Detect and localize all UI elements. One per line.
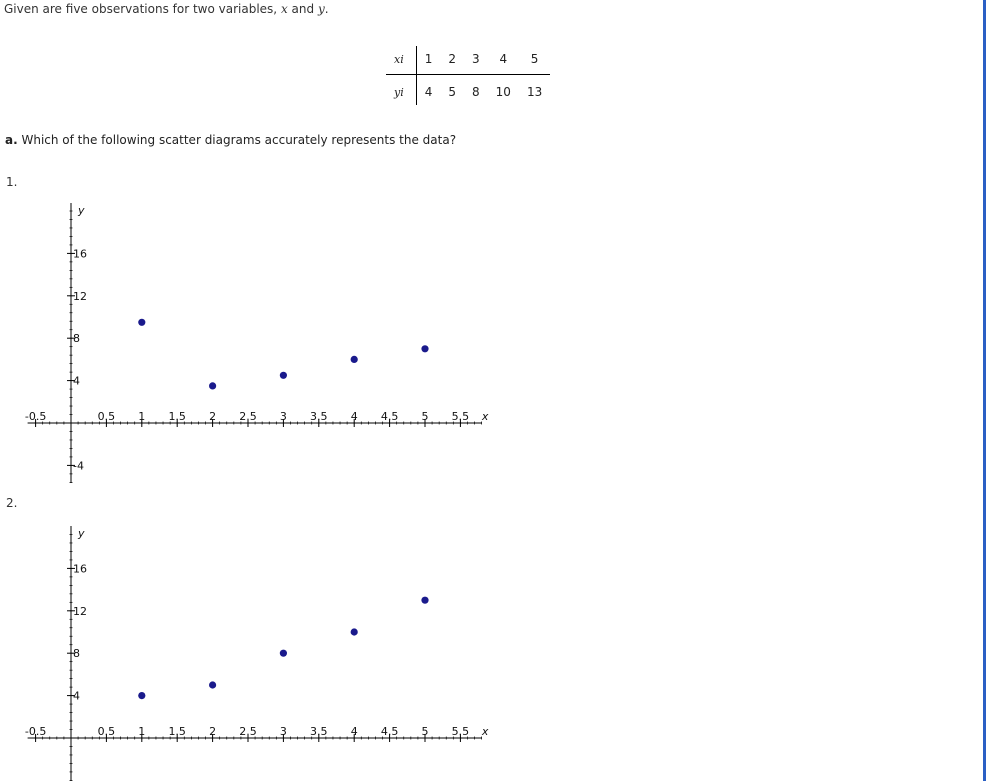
x-tick-label: 1 [138, 725, 146, 738]
y-tick-label: 8 [73, 332, 80, 346]
data-point [421, 597, 428, 604]
scatter-plot-option-2[interactable] [0, 518, 520, 781]
y-tick-label: 16 [73, 247, 87, 261]
var-x: x [280, 2, 288, 16]
x-tick-label: 1 [138, 410, 146, 423]
x-tick-label: 2.5 [239, 725, 257, 738]
x-tick-label: 5 [421, 725, 429, 738]
x-tick-label: 4.5 [380, 725, 399, 738]
y-tick-label: 4 [73, 374, 80, 388]
x-header: xi [386, 46, 416, 75]
x-tick-label: 3 [279, 410, 287, 423]
y-cell: 13 [526, 85, 543, 99]
data-point [138, 319, 145, 326]
data-point [351, 356, 358, 363]
x-row [386, 46, 550, 75]
y-tick-label: 8 [73, 647, 80, 661]
option-1-label[interactable]: 1. [6, 175, 18, 189]
scatter-plot-option-1[interactable] [0, 195, 520, 495]
y-header: yi [386, 75, 416, 106]
data-point [421, 345, 428, 352]
x-tick-label: 4.5 [380, 410, 399, 423]
y-tick-label: 16 [73, 562, 87, 576]
y-row [386, 75, 550, 106]
y-tick-label: 4 [73, 689, 80, 703]
observation-table [386, 46, 550, 105]
x-tick-label: 2 [209, 725, 217, 738]
window-edge [983, 0, 986, 781]
y-axis-label: y [78, 527, 85, 540]
problem-statement: Given are five observations for two variables, x and y. [4, 2, 329, 16]
x-tick-label: 3.5 [310, 410, 328, 423]
y-tick-label: 12 [73, 289, 87, 303]
x-tick-label: -0.5 [24, 725, 47, 738]
data-point [280, 372, 287, 379]
x-tick-label: 5.5 [451, 725, 470, 738]
x-axis-label: x [481, 410, 489, 423]
x-tick-label: 1.5 [168, 410, 186, 423]
x-cell: 5 [519, 46, 550, 75]
question-part: a. [5, 133, 18, 147]
question-text: Which of the following scatter diagrams accurately represents the data? [17, 133, 457, 147]
y-cell: 10 [495, 85, 511, 99]
x-tick-label: 5.5 [451, 410, 470, 423]
x-tick-label: -0.5 [24, 410, 47, 423]
data-point [351, 628, 358, 635]
y-cell: 5 [448, 85, 457, 99]
x-tick-label: 2 [209, 410, 217, 423]
data-point [138, 692, 145, 699]
data-point [280, 650, 287, 657]
x-tick-label: 4 [350, 725, 358, 738]
x-tick-label: 5 [421, 410, 429, 423]
x-cell: 3 [464, 46, 488, 75]
x-tick-label: 0.5 [97, 725, 116, 738]
x-tick-label: 3.5 [310, 725, 328, 738]
x-cell: 4 [488, 46, 519, 75]
x-cell: 2 [440, 46, 464, 75]
x-tick-label: 1.5 [168, 725, 186, 738]
x-axis-label: x [481, 725, 489, 738]
x-tick-label: 4 [350, 410, 358, 423]
x-tick-label: 0.5 [97, 410, 116, 423]
y-tick-label: 12 [73, 604, 87, 618]
x-tick-label: 2.5 [239, 410, 257, 423]
option-2-label[interactable]: 2. [6, 496, 18, 510]
data-point [209, 382, 216, 389]
data-point [209, 681, 216, 688]
y-axis-label: y [78, 204, 85, 217]
question-a [5, 133, 456, 147]
y-cell: 4 [424, 85, 433, 99]
y-cell: 8 [472, 85, 480, 99]
y-tick-label: -4 [73, 459, 84, 473]
x-tick-label: 3 [279, 725, 287, 738]
var-y: y [317, 2, 325, 16]
x-cell: 1 [416, 46, 440, 75]
